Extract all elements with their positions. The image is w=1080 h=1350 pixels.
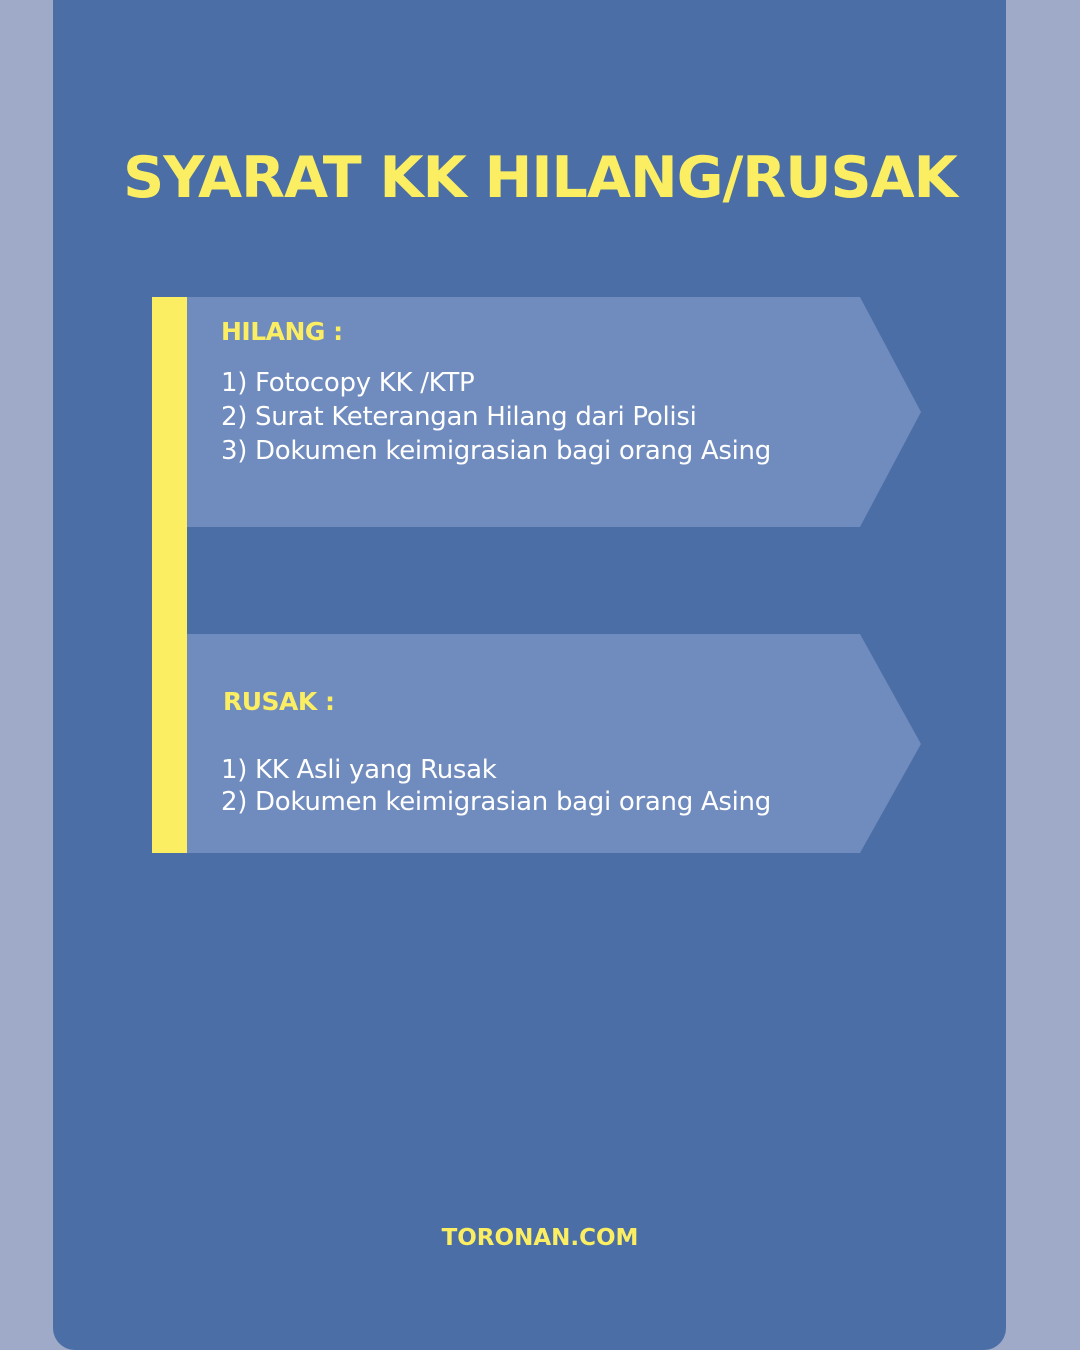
page-title: SYARAT KK HILANG/RUSAK <box>123 145 957 211</box>
list-item: 1) Fotocopy KK /KTP <box>221 368 475 398</box>
accent-bar <box>152 297 187 853</box>
rusak-arrow-box <box>187 634 921 853</box>
list-item: 1) KK Asli yang Rusak <box>221 755 497 785</box>
list-item: 2) Dokumen keimigrasian bagi orang Asing <box>221 787 771 817</box>
hilang-heading: HILANG : <box>221 317 343 346</box>
list-item: 2) Surat Keterangan Hilang dari Polisi <box>221 402 697 432</box>
list-item: 3) Dokumen keimigrasian bagi orang Asing <box>221 436 771 466</box>
rusak-requirements-list <box>221 754 771 818</box>
rusak-heading: RUSAK : <box>223 687 335 716</box>
hilang-requirements-list <box>221 366 771 468</box>
site-credit: TORONAN.COM <box>441 1225 639 1251</box>
